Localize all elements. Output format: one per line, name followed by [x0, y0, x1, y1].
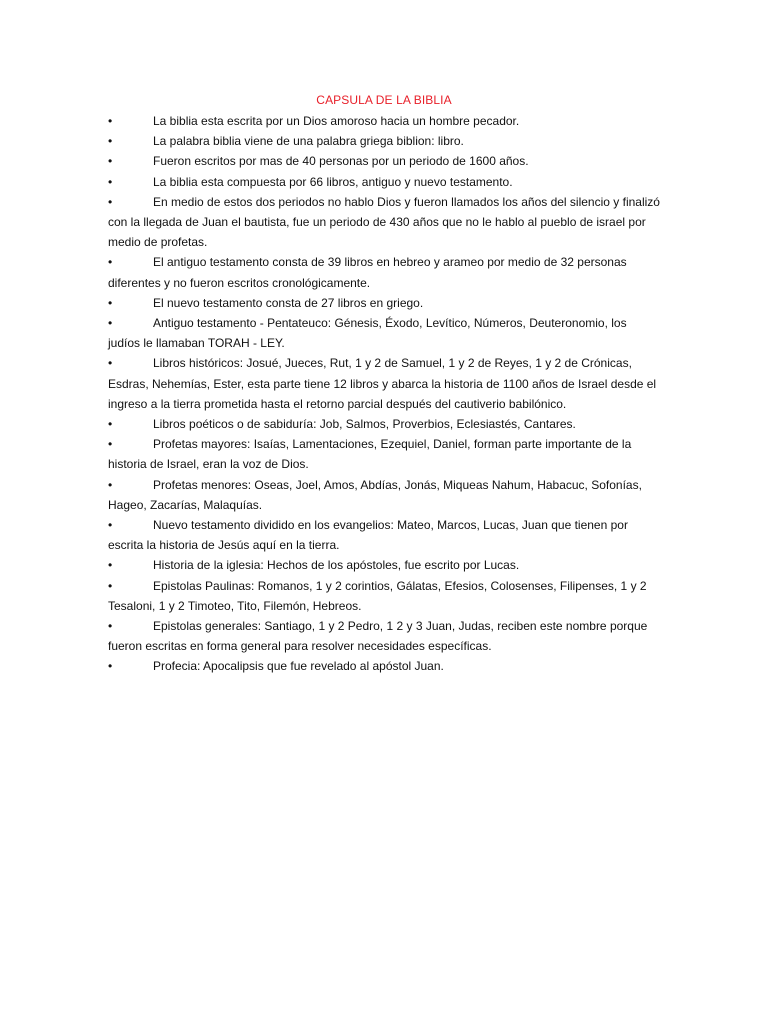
list-item	[108, 293, 660, 313]
list-item	[108, 192, 660, 253]
list-item-text: Libros históricos: Josué, Jueces, Rut, 1 y 2 de Samuel, 1 y 2 de Reyes, 1 y 2 de Crónicas, Esdras, Nehemías, Ester, esta parte tiene 12 libros y abarca la historia de 1100 años de Israel desde el ingreso a la tierra prometida hasta el retorno parcial después del cautiverio babilónico.	[108, 356, 657, 411]
list-item-text: La palabra biblia viene de una palabra griega biblion: libro.	[153, 134, 464, 149]
list-item	[108, 515, 660, 555]
list-item	[108, 131, 660, 151]
list-item	[108, 434, 660, 474]
document-page	[108, 90, 660, 677]
bullet-icon: •	[108, 659, 113, 674]
bullet-icon: •	[108, 619, 113, 634]
list-item-text: Fueron escritos por mas de 40 personas por un periodo de 1600 años.	[153, 154, 529, 169]
list-item	[108, 353, 660, 414]
list-item-text: Nuevo testamento dividido en los evangelios: Mateo, Marcos, Lucas, Juan que tienen por escrita la historia de Jesús aquí en la tierra.	[108, 518, 628, 553]
list-item-text: Antiguo testamento - Pentateuco: Génesis, Éxodo, Levítico, Números, Deuteronomio, los judíos le llamaban TORAH - LEY.	[108, 316, 627, 351]
list-item-text: El nuevo testamento consta de 27 libros en griego.	[153, 295, 424, 310]
list-item	[108, 656, 660, 676]
bullet-icon: •	[108, 174, 113, 189]
list-item	[108, 414, 660, 434]
bullet-icon: •	[108, 114, 113, 128]
bullet-icon: •	[108, 477, 113, 492]
bullet-list	[108, 111, 660, 677]
bullet-icon: •	[108, 255, 113, 270]
bullet-icon: •	[108, 578, 113, 593]
list-item-text: Historia de la iglesia: Hechos de los apóstoles, fue escrito por Lucas.	[153, 558, 520, 573]
list-item-text: Epistolas Paulinas: Romanos, 1 y 2 corintios, Gálatas, Efesios, Colosenses, Filipenses, 1 y 2 Tesaloni, 1 y 2 Timoteo, Tito, Filemón, Hebreos.	[108, 578, 647, 613]
list-item	[108, 576, 660, 616]
bullet-icon: •	[108, 194, 113, 209]
list-item-text: La biblia esta compuesta por 66 libros, antiguo y nuevo testamento.	[153, 174, 513, 189]
list-item-text: Epistolas generales: Santiago, 1 y 2 Pedro, 1 2 y 3 Juan, Judas, reciben este nombre porque fueron escritas en forma general para resolver necesidades específicas.	[108, 619, 648, 654]
bullet-icon: •	[108, 295, 113, 310]
list-item-text: En medio de estos dos periodos no hablo Dios y fueron llamados los años del silencio y finalizó con la llegada de Juan el bautista, fue un periodo de 430 años que no le hablo al pueblo de israel por medio de profetas.	[108, 194, 660, 250]
list-item	[108, 111, 660, 131]
list-item	[108, 252, 660, 292]
list-item	[108, 555, 660, 575]
list-item-text: El antiguo testamento consta de 39 libros en hebreo y arameo por medio de 32 personas diferentes y no fueron escritos cronológicamente.	[108, 255, 627, 290]
list-item	[108, 151, 660, 171]
bullet-icon: •	[108, 518, 113, 533]
list-item	[108, 172, 660, 192]
list-item-text: Profetas mayores: Isaías, Lamentaciones, Ezequiel, Daniel, forman parte importante de la historia de Israel, eran la voz de Dios.	[108, 437, 632, 472]
bullet-icon: •	[108, 417, 113, 432]
bullet-icon: •	[108, 558, 113, 573]
document-title: CAPSULA DE LA BIBLIA	[316, 93, 452, 107]
bullet-icon: •	[108, 134, 113, 149]
list-item-text: Profecia: Apocalipsis que fue revelado al apóstol Juan.	[153, 659, 444, 674]
bullet-icon: •	[108, 316, 113, 331]
bullet-icon: •	[108, 154, 113, 169]
list-item	[108, 616, 660, 656]
list-item-text: La biblia esta escrita por un Dios amoroso hacia un hombre pecador.	[153, 114, 520, 128]
list-item-text: Libros poéticos o de sabiduría: Job, Salmos, Proverbios, Eclesiastés, Cantares.	[153, 417, 576, 432]
bullet-icon: •	[108, 356, 113, 371]
list-item	[108, 313, 660, 353]
bullet-icon: •	[108, 437, 113, 452]
list-item-text: Profetas menores: Oseas, Joel, Amos, Abdías, Jonás, Miqueas Nahum, Habacuc, Sofonías, Hageo, Zacarías, Malaquías.	[108, 477, 642, 512]
list-item	[108, 475, 660, 515]
